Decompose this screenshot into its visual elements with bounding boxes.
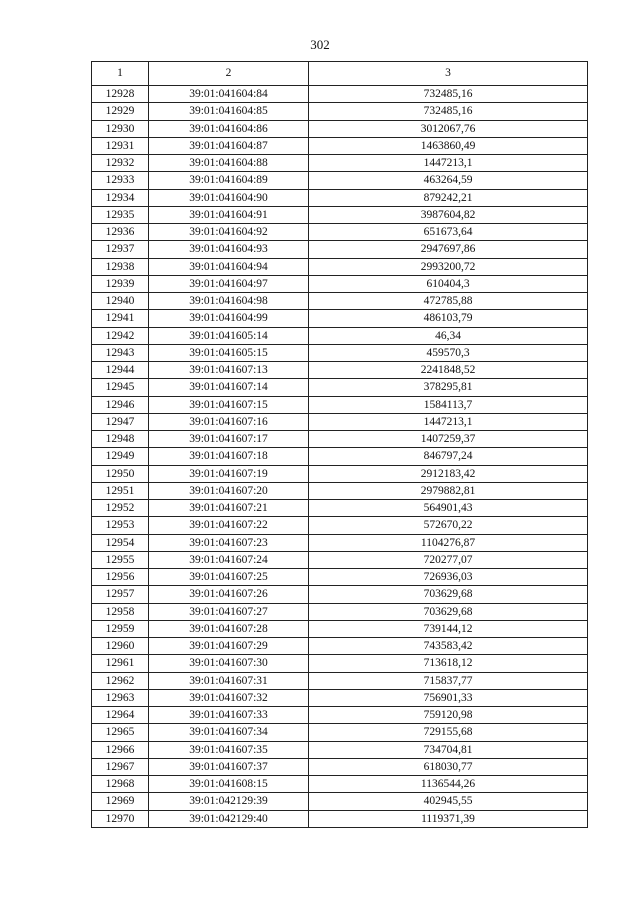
value-cell: 1407259,37 [309,431,588,448]
value-cell: 618030,77 [309,758,588,775]
row-number-cell: 12967 [92,758,149,775]
value-cell: 1104276,87 [309,534,588,551]
table-row [92,275,588,292]
column-header-number: 1 [92,62,149,86]
value-cell: 472785,88 [309,293,588,310]
table-row [92,603,588,620]
cadastral-number-cell: 39:01:041604:98 [149,293,309,310]
cadastral-number-cell: 39:01:042129:39 [149,793,309,810]
row-number-cell: 12941 [92,310,149,327]
value-cell: 720277,07 [309,551,588,568]
row-number-cell: 12929 [92,103,149,120]
table-row [92,206,588,223]
value-cell: 759120,98 [309,707,588,724]
cadastral-number-cell: 39:01:041607:37 [149,758,309,775]
table-row [92,241,588,258]
column-header-cadastral-number: 2 [149,62,309,86]
value-cell: 1447213,1 [309,413,588,430]
value-cell: 756901,33 [309,689,588,706]
table-row [92,396,588,413]
cadastral-number-cell: 39:01:041607:22 [149,517,309,534]
cadastral-number-cell: 39:01:041607:26 [149,586,309,603]
value-cell: 726936,03 [309,569,588,586]
table-row [92,224,588,241]
cadastral-number-cell: 39:01:041604:85 [149,103,309,120]
cadastral-number-cell: 39:01:041605:15 [149,344,309,361]
table-row [92,310,588,327]
table-row [92,517,588,534]
row-number-cell: 12953 [92,517,149,534]
row-number-cell: 12964 [92,707,149,724]
cadastral-number-cell: 39:01:041607:32 [149,689,309,706]
row-number-cell: 12935 [92,206,149,223]
table-row [92,189,588,206]
row-number-cell: 12945 [92,379,149,396]
column-header-value: 3 [309,62,588,86]
row-number-cell: 12957 [92,586,149,603]
cadastral-number-cell: 39:01:041604:86 [149,120,309,137]
table-row [92,258,588,275]
table-row [92,137,588,154]
row-number-cell: 12955 [92,551,149,568]
row-number-cell: 12932 [92,155,149,172]
cadastral-number-cell: 39:01:041604:89 [149,172,309,189]
cadastral-number-cell: 39:01:041604:87 [149,137,309,154]
value-cell: 732485,16 [309,103,588,120]
value-cell: 564901,43 [309,500,588,517]
table-row [92,155,588,172]
table-row [92,776,588,793]
row-number-cell: 12938 [92,258,149,275]
cadastral-number-cell: 39:01:041607:20 [149,482,309,499]
row-number-cell: 12949 [92,448,149,465]
cadastral-number-cell: 39:01:041608:15 [149,776,309,793]
cadastral-number-cell: 39:01:041607:21 [149,500,309,517]
cadastral-number-cell: 39:01:041605:14 [149,327,309,344]
cadastral-number-cell: 39:01:041604:84 [149,86,309,103]
cadastral-number-cell: 39:01:041604:92 [149,224,309,241]
table-header [92,62,588,86]
cadastral-number-cell: 39:01:041604:97 [149,275,309,292]
value-cell: 2993200,72 [309,258,588,275]
table-row [92,86,588,103]
cadastral-number-cell: 39:01:041604:93 [149,241,309,258]
cadastral-number-cell: 39:01:042129:40 [149,810,309,827]
row-number-cell: 12933 [92,172,149,189]
row-number-cell: 12934 [92,189,149,206]
table-body [92,86,588,828]
table-row [92,500,588,517]
row-number-cell: 12931 [92,137,149,154]
value-cell: 402945,55 [309,793,588,810]
table-row [92,758,588,775]
cadastral-number-cell: 39:01:041607:14 [149,379,309,396]
table-row [92,103,588,120]
value-cell: 2979882,81 [309,482,588,499]
table-row [92,172,588,189]
table-row [92,672,588,689]
cadastral-number-cell: 39:01:041607:23 [149,534,309,551]
cadastral-number-cell: 39:01:041607:16 [149,413,309,430]
table-row [92,413,588,430]
row-number-cell: 12946 [92,396,149,413]
cadastral-number-cell: 39:01:041607:35 [149,741,309,758]
header-row [92,62,588,86]
table-row [92,379,588,396]
value-cell: 1447213,1 [309,155,588,172]
page-number: 302 [310,37,330,52]
value-cell: 3987604,82 [309,206,588,223]
value-cell: 572670,22 [309,517,588,534]
cadastral-number-cell: 39:01:041607:28 [149,620,309,637]
table-row [92,724,588,741]
cadastral-number-cell: 39:01:041607:13 [149,362,309,379]
value-cell: 486103,79 [309,310,588,327]
row-number-cell: 12965 [92,724,149,741]
value-cell: 3012067,76 [309,120,588,137]
value-cell: 2912183,42 [309,465,588,482]
cadastral-number-cell: 39:01:041607:27 [149,603,309,620]
table-row [92,482,588,499]
table-row [92,448,588,465]
cadastral-number-cell: 39:01:041607:19 [149,465,309,482]
row-number-cell: 12943 [92,344,149,361]
row-number-cell: 12937 [92,241,149,258]
value-cell: 729155,68 [309,724,588,741]
row-number-cell: 12962 [92,672,149,689]
table-row [92,344,588,361]
registry-table [91,61,588,828]
table-row [92,707,588,724]
table-row [92,293,588,310]
value-cell: 463264,59 [309,172,588,189]
value-cell: 715837,77 [309,672,588,689]
value-cell: 743583,42 [309,638,588,655]
table-row [92,120,588,137]
row-number-cell: 12963 [92,689,149,706]
value-cell: 651673,64 [309,224,588,241]
table-row [92,362,588,379]
table-row [92,793,588,810]
table-row [92,534,588,551]
row-number-cell: 12939 [92,275,149,292]
row-number-cell: 12930 [92,120,149,137]
table-row [92,655,588,672]
value-cell: 2241848,52 [309,362,588,379]
value-cell: 879242,21 [309,189,588,206]
table-row [92,741,588,758]
row-number-cell: 12936 [92,224,149,241]
row-number-cell: 12961 [92,655,149,672]
row-number-cell: 12968 [92,776,149,793]
cadastral-number-cell: 39:01:041604:90 [149,189,309,206]
cadastral-number-cell: 39:01:041604:88 [149,155,309,172]
value-cell: 46,34 [309,327,588,344]
value-cell: 846797,24 [309,448,588,465]
row-number-cell: 12960 [92,638,149,655]
row-number-cell: 12958 [92,603,149,620]
row-number-cell: 12950 [92,465,149,482]
value-cell: 734704,81 [309,741,588,758]
row-number-cell: 12959 [92,620,149,637]
row-number-cell: 12940 [92,293,149,310]
table-row [92,689,588,706]
cadastral-number-cell: 39:01:041604:94 [149,258,309,275]
value-cell: 459570,3 [309,344,588,361]
row-number-cell: 12956 [92,569,149,586]
cadastral-number-cell: 39:01:041607:15 [149,396,309,413]
table-row [92,620,588,637]
table-row [92,465,588,482]
table-row [92,586,588,603]
cadastral-number-cell: 39:01:041607:30 [149,655,309,672]
value-cell: 703629,68 [309,603,588,620]
cadastral-number-cell: 39:01:041607:34 [149,724,309,741]
cadastral-number-cell: 39:01:041607:29 [149,638,309,655]
cadastral-number-cell: 39:01:041607:17 [149,431,309,448]
table-row [92,810,588,827]
value-cell: 703629,68 [309,586,588,603]
value-cell: 732485,16 [309,86,588,103]
value-cell: 1119371,39 [309,810,588,827]
cadastral-number-cell: 39:01:041607:33 [149,707,309,724]
value-cell: 378295,81 [309,379,588,396]
row-number-cell: 12928 [92,86,149,103]
value-cell: 1584113,7 [309,396,588,413]
row-number-cell: 12944 [92,362,149,379]
value-cell: 2947697,86 [309,241,588,258]
cadastral-number-cell: 39:01:041607:24 [149,551,309,568]
table-row [92,569,588,586]
cadastral-number-cell: 39:01:041607:18 [149,448,309,465]
cadastral-number-cell: 39:01:041604:91 [149,206,309,223]
row-number-cell: 12942 [92,327,149,344]
row-number-cell: 12970 [92,810,149,827]
row-number-cell: 12951 [92,482,149,499]
table-row [92,551,588,568]
row-number-cell: 12969 [92,793,149,810]
value-cell: 1136544,26 [309,776,588,793]
table-row [92,431,588,448]
table-row [92,638,588,655]
cadastral-number-cell: 39:01:041607:25 [149,569,309,586]
table-row [92,327,588,344]
row-number-cell: 12948 [92,431,149,448]
value-cell: 610404,3 [309,275,588,292]
value-cell: 739144,12 [309,620,588,637]
row-number-cell: 12954 [92,534,149,551]
row-number-cell: 12952 [92,500,149,517]
cadastral-number-cell: 39:01:041607:31 [149,672,309,689]
value-cell: 1463860,49 [309,137,588,154]
cadastral-number-cell: 39:01:041604:99 [149,310,309,327]
row-number-cell: 12947 [92,413,149,430]
row-number-cell: 12966 [92,741,149,758]
value-cell: 713618,12 [309,655,588,672]
